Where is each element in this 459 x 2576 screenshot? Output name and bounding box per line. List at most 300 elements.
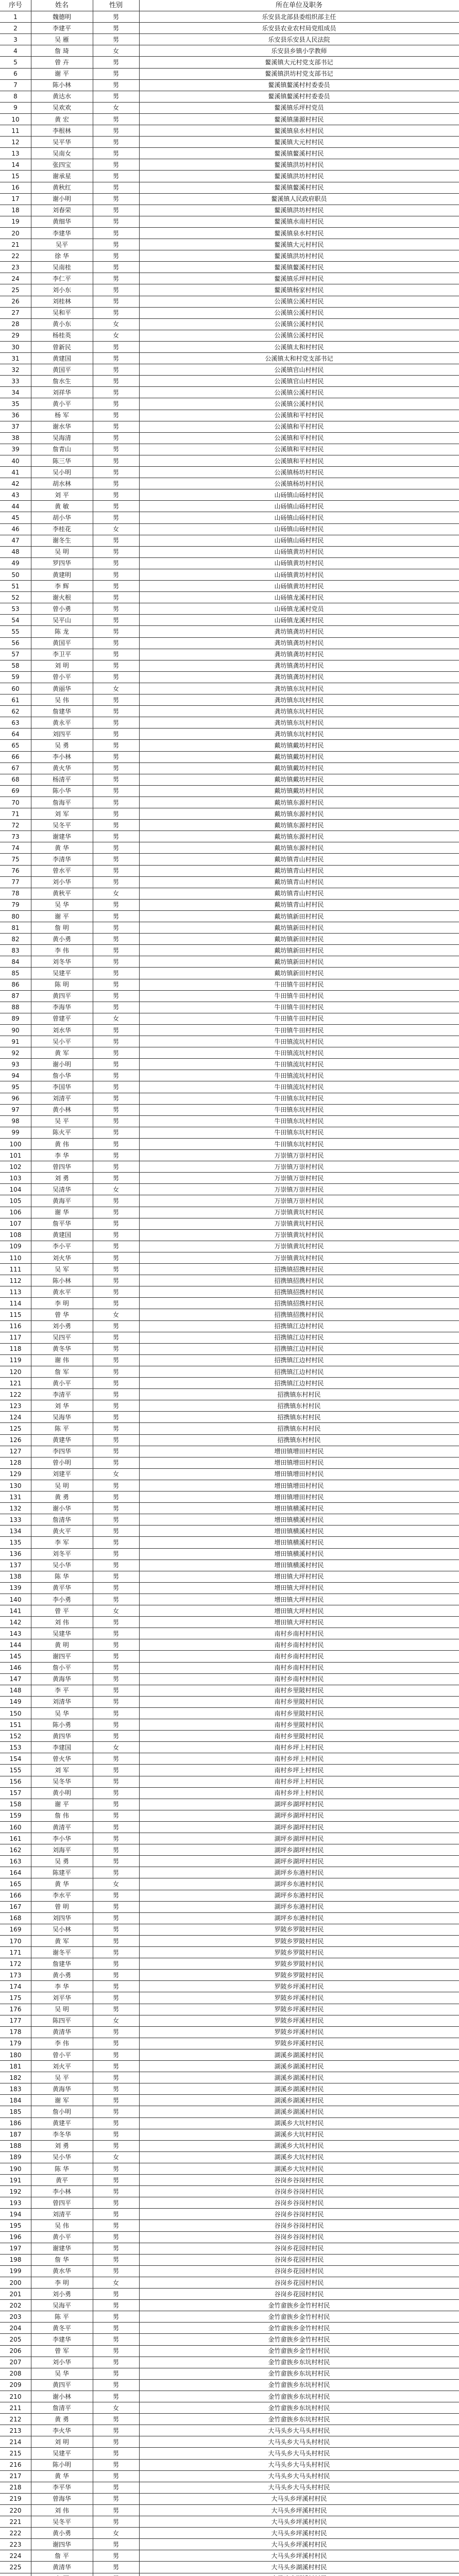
table-row [0, 1685, 459, 1697]
table-row [0, 2163, 459, 2175]
row-gender: 女 [112, 2017, 119, 2025]
row-gender: 男 [112, 719, 119, 726]
row-name: 李小林 [52, 753, 71, 761]
table-row [0, 2243, 459, 2255]
row-gender: 男 [112, 1288, 119, 1296]
row-name: 李小华 [52, 1835, 71, 1842]
row-index: 90 [11, 1026, 20, 1034]
row-unit-position: 金竹畲族乡东坑村村民 [268, 2415, 330, 2423]
row-gender: 男 [112, 1527, 119, 1535]
row-unit-position: 增田镇横溪村村民 [274, 1516, 324, 1523]
row-unit-position: 招携镇江边村村民 [274, 1323, 324, 1330]
row-gender: 男 [112, 1812, 119, 1820]
row-unit-position: 招携镇东村村民 [277, 1391, 321, 1398]
row-name: 陈 华 [55, 2165, 69, 2173]
row-gender: 男 [112, 1334, 119, 1342]
row-unit-position: 山砀镇山砀村村民 [274, 502, 324, 510]
row-name: 李 伟 [55, 946, 69, 954]
row-name: 詹小平 [52, 1664, 71, 1672]
row-index: 163 [9, 1857, 22, 1865]
row-name: 刘平华 [52, 1994, 71, 2002]
row-index: 2 [13, 24, 18, 32]
table-row [0, 421, 459, 433]
row-name: 李 军 [55, 1539, 69, 1547]
table-row [0, 2346, 459, 2357]
row-gender: 男 [112, 1345, 119, 1353]
row-name: 黄四平 [52, 992, 71, 1000]
row-name: 陈小华 [52, 787, 71, 795]
row-unit-position: 谷岗乡花园村村民 [274, 2256, 324, 2264]
row-unit-position: 金竹畲族乡金竹村村民 [268, 2301, 330, 2309]
table-row [0, 649, 459, 660]
table-row [0, 2562, 459, 2573]
row-name: 曾 军 [55, 2347, 69, 2355]
row-unit-position: 招携镇招携村村民 [274, 1311, 324, 1319]
row-index: 165 [9, 1880, 22, 1888]
row-name: 詹平华 [52, 1220, 71, 1228]
row-gender: 男 [112, 2120, 119, 2127]
row-name: 黄丽华 [52, 685, 71, 692]
row-name: 曾 卉 [55, 59, 69, 66]
row-index: 204 [9, 2324, 22, 2332]
row-unit-position: 湖溪乡大坑村村民 [274, 2142, 324, 2150]
table-row [0, 1105, 459, 1116]
row-index: 216 [9, 2461, 22, 2469]
row-unit-position: 山砀镇山砀村村民 [274, 537, 324, 545]
row-index: 145 [9, 1653, 22, 1660]
row-index: 197 [9, 2245, 22, 2252]
row-name: 陈火平 [52, 1129, 71, 1137]
table-row [0, 1082, 459, 1093]
row-name: 黄冬平 [52, 2324, 71, 2332]
row-unit-position: 鳌溪镇洪坊村村民 [274, 173, 324, 180]
table-row [0, 900, 459, 911]
row-index: 155 [9, 1767, 22, 1774]
row-index: 70 [11, 799, 20, 806]
row-name: 黄 宏 [55, 115, 69, 123]
row-name: 黄 勇 [55, 2415, 69, 2423]
table-row [0, 1879, 459, 1890]
row-unit-position: 公溪镇官山村村民 [274, 377, 324, 385]
row-name: 刘 勇 [55, 1174, 69, 1182]
row-unit-position: 牛田镇东坑村村民 [274, 1106, 324, 1114]
header-unit-position: 所在单位及职务 [275, 2, 322, 10]
row-unit-position: 山砀镇黄坊村村民 [274, 548, 324, 556]
row-unit-position: 龚坊镇龚坊村村民 [274, 651, 324, 658]
row-index: 23 [11, 263, 20, 271]
table-row [0, 1913, 459, 1924]
row-index: 79 [11, 901, 20, 909]
row-unit-position: 湖坪乡湖坪村村民 [274, 1857, 324, 1865]
table-row [0, 1286, 459, 1298]
row-name: 吴 华 [55, 1709, 69, 1717]
row-name: 曾四平 [52, 2199, 71, 2207]
row-gender: 男 [112, 639, 119, 647]
table-row [0, 2425, 459, 2436]
row-name: 杨桂英 [52, 332, 71, 340]
row-unit-position: 大马头乡坪溪村村民 [271, 2552, 327, 2560]
table-row [0, 1093, 459, 1105]
row-name: 吴清华 [52, 1185, 71, 1193]
row-index: 214 [9, 2438, 22, 2446]
row-index: 17 [11, 195, 20, 203]
row-unit-position: 谷岗乡花园村村民 [274, 2279, 324, 2286]
row-unit-position: 增田镇大坪村村民 [274, 1584, 324, 1592]
row-unit-position: 湖溪乡湖溪村村民 [274, 2051, 324, 2059]
row-unit-position: 南村乡南村村村民 [274, 1675, 324, 1683]
row-unit-position: 牛田镇东坑村村民 [274, 1117, 324, 1125]
row-name: 谢建华 [52, 2245, 71, 2252]
row-index: 140 [9, 1596, 22, 1603]
row-name: 谢 平 [55, 70, 69, 78]
row-unit-position: 鳌溪镇鳌溪村村民 [274, 184, 324, 192]
table-row [0, 2141, 459, 2152]
table-row [0, 1765, 459, 1776]
table-row [0, 1503, 459, 1514]
row-index: 212 [9, 2415, 22, 2423]
row-unit-position: 湖溪乡大坑村村民 [274, 2131, 324, 2139]
row-unit-position: 戴坊镇戴坊村村民 [274, 787, 324, 795]
table-row [0, 125, 459, 137]
table-row [0, 752, 459, 763]
row-name: 刘桂林 [52, 298, 71, 306]
table-row [0, 489, 459, 501]
row-unit-position: 戴坊镇青山村村民 [274, 890, 324, 897]
table-row [0, 1981, 459, 1992]
table-row [0, 159, 459, 171]
row-unit-position: 公溪镇和平村村民 [274, 457, 324, 465]
row-index: 75 [11, 856, 20, 863]
row-unit-position: 戴坊镇戴坊村村民 [274, 753, 324, 761]
row-name: 谢小林 [52, 2393, 71, 2400]
row-unit-position: 戴坊镇青山村村民 [274, 867, 324, 875]
row-index: 160 [9, 1823, 22, 1831]
table-row [0, 262, 459, 273]
row-unit-position: 湖溪乡大坑村村民 [274, 2154, 324, 2161]
table-row [0, 797, 459, 808]
row-gender: 男 [112, 1767, 119, 1774]
row-gender: 男 [112, 2518, 119, 2526]
row-gender: 男 [112, 1562, 119, 1569]
row-gender: 男 [112, 2074, 119, 2081]
row-index: 43 [11, 491, 20, 499]
row-unit-position: 增田镇增田村村民 [274, 1459, 324, 1467]
table-row [0, 148, 459, 159]
row-gender: 男 [112, 1299, 119, 1307]
table-row [0, 2505, 459, 2516]
table-row [0, 1013, 459, 1025]
table-row [0, 1639, 459, 1651]
row-index: 69 [11, 787, 20, 795]
row-name: 刘清平 [52, 1095, 71, 1103]
row-index: 105 [9, 1197, 22, 1205]
row-gender: 男 [112, 309, 119, 317]
row-gender: 男 [112, 127, 119, 134]
row-gender: 男 [112, 13, 119, 21]
table-row [0, 2460, 459, 2471]
row-name: 刘 勇 [55, 2142, 69, 2150]
row-index: 87 [11, 992, 20, 1000]
row-index: 195 [9, 2222, 22, 2230]
row-unit-position: 公溪镇公溪村村民 [274, 332, 324, 340]
table-row [0, 1059, 459, 1070]
row-unit-position: 增田镇增田村村民 [274, 1493, 324, 1501]
row-unit-position: 招携镇招携村村民 [274, 1265, 324, 1273]
row-name: 谢四平 [52, 1653, 71, 1660]
row-unit-position: 牛田镇流坑村村民 [274, 1072, 324, 1079]
row-index: 202 [9, 2301, 22, 2309]
table-row [0, 1526, 459, 1537]
table-row [0, 694, 459, 706]
row-index: 91 [11, 1038, 20, 1045]
row-gender: 男 [112, 2290, 119, 2298]
header-name: 姓名 [55, 2, 69, 10]
row-unit-position: 大马头乡坪溪村村民 [271, 2529, 327, 2537]
row-index: 76 [11, 867, 20, 875]
table-row [0, 2391, 459, 2402]
row-unit-position: 湖坪乡东港村村民 [274, 1892, 324, 1900]
row-index: 46 [11, 526, 20, 533]
row-index: 190 [9, 2165, 22, 2173]
row-gender: 男 [112, 1231, 119, 1239]
table-row [0, 1161, 459, 1173]
row-unit-position: 鳌溪镇鳌溪村村委委员 [268, 81, 330, 89]
table-row [0, 1446, 459, 1458]
row-gender: 男 [112, 1106, 119, 1114]
table-row [0, 1355, 459, 1366]
row-index: 53 [11, 605, 20, 613]
row-name: 谢小明 [52, 195, 71, 203]
row-index: 205 [9, 2336, 22, 2344]
row-name: 吴建平 [52, 970, 71, 977]
table-row [0, 478, 459, 489]
table-row [0, 2402, 459, 2414]
row-name: 詹 平 [55, 2552, 69, 2560]
row-index: 102 [9, 1163, 22, 1171]
row-index: 121 [9, 1379, 22, 1387]
row-gender: 男 [112, 149, 119, 157]
row-gender: 女 [112, 1607, 119, 1615]
row-unit-position: 湖溪乡湖溪村村民 [274, 2085, 324, 2093]
row-unit-position: 山砀镇龙溪村村民 [274, 616, 324, 624]
row-name: 刘水华 [52, 1026, 71, 1034]
row-gender: 男 [112, 2142, 119, 2150]
table-row [0, 2289, 459, 2300]
row-index: 115 [9, 1311, 22, 1319]
row-gender: 男 [112, 1926, 119, 1934]
row-name: 吴 伟 [55, 2222, 69, 2230]
row-index: 95 [11, 1083, 20, 1091]
table-row [0, 934, 459, 945]
row-index: 201 [9, 2290, 22, 2298]
table-row [0, 103, 459, 114]
row-unit-position: 鳌溪镇杨家村村民 [274, 286, 324, 294]
row-index: 9 [13, 104, 18, 112]
row-gender: 男 [112, 2165, 119, 2173]
row-name: 曾建平 [52, 1015, 71, 1023]
row-index: 176 [9, 2006, 22, 2013]
row-gender: 男 [112, 1709, 119, 1717]
table-row [0, 1036, 459, 1047]
row-gender: 男 [112, 2313, 119, 2320]
table-row [0, 2380, 459, 2391]
row-index: 139 [9, 1584, 22, 1592]
row-index: 52 [11, 594, 20, 601]
row-index: 162 [9, 1846, 22, 1854]
table-row [0, 1970, 459, 1981]
row-index: 29 [11, 332, 20, 340]
table-row [0, 2323, 459, 2334]
row-name: 黄平 [55, 2176, 68, 2184]
table-row [0, 1799, 459, 1810]
row-name: 刘小华 [52, 2359, 71, 2366]
row-name: 李四华 [52, 1448, 71, 1455]
row-index: 19 [11, 218, 20, 226]
row-unit-position: 湖坪乡东港村村民 [274, 1869, 324, 1876]
row-index: 112 [9, 1277, 22, 1284]
row-index: 36 [11, 412, 20, 419]
row-index: 25 [11, 286, 20, 294]
row-gender: 男 [112, 1857, 119, 1865]
row-index: 100 [9, 1140, 22, 1148]
table-row [0, 2118, 459, 2129]
row-name: 詹 琦 [55, 47, 69, 55]
table-row [0, 774, 459, 786]
row-name: 吴海平 [52, 2301, 71, 2309]
row-name: 张四宝 [52, 161, 71, 168]
row-name: 刘祥华 [52, 388, 71, 396]
table-row [0, 1844, 459, 1856]
row-index: 96 [11, 1095, 20, 1103]
row-unit-position: 湖溪乡湖溪村村民 [274, 2108, 324, 2116]
table-row [0, 285, 459, 296]
row-name: 詹水生 [52, 377, 71, 385]
row-unit-position: 戴坊镇戴坊村村民 [274, 776, 324, 784]
table-row [0, 2334, 459, 2346]
row-unit-position: 戴坊镇戴坊村村民 [274, 765, 324, 772]
row-index: 80 [11, 912, 20, 920]
table-row [0, 660, 459, 672]
row-unit-position: 龚坊镇东坑村村民 [274, 707, 324, 715]
row-unit-position: 山砀镇黄坊村村民 [274, 571, 324, 579]
row-gender: 男 [112, 1869, 119, 1876]
row-name: 刘冬华 [52, 958, 71, 965]
row-gender: 男 [112, 787, 119, 795]
row-name: 黄 军 [55, 1937, 69, 1945]
table-row [0, 1708, 459, 1719]
table-row [0, 1788, 459, 1799]
row-name: 刘小勇 [52, 1323, 71, 1330]
row-name: 李清华 [52, 856, 71, 863]
row-name: 黄小勇 [52, 935, 71, 943]
row-index: 61 [11, 696, 20, 704]
table-row [0, 308, 459, 319]
row-unit-position: 金竹畲族乡金竹村村民 [268, 2324, 330, 2332]
row-unit-position: 招携镇招携村村民 [274, 1299, 324, 1307]
table-row [0, 1241, 459, 1252]
row-unit-position: 招携镇江边村村民 [274, 1357, 324, 1364]
row-index: 185 [9, 2108, 22, 2116]
row-index: 35 [11, 400, 20, 408]
row-gender: 男 [112, 2233, 119, 2241]
row-gender: 男 [112, 2552, 119, 2560]
row-index: 6 [13, 70, 18, 78]
row-name: 李火华 [52, 2427, 71, 2434]
row-unit-position: 南村乡南村村村民 [274, 1641, 324, 1649]
row-gender: 男 [112, 1482, 119, 1489]
row-name: 罗四华 [52, 560, 71, 567]
row-index: 166 [9, 1892, 22, 1900]
row-index: 123 [9, 1402, 22, 1410]
row-unit-position: 万崇镇万崇村村民 [274, 1197, 324, 1205]
row-unit-position: 戴坊镇东源村村民 [274, 810, 324, 818]
row-name: 刘火华 [52, 1254, 71, 1262]
table-row [0, 45, 459, 57]
row-index: 138 [9, 1573, 22, 1581]
row-unit-position: 罗陂乡坪溪村村民 [274, 1994, 324, 2002]
table-row [0, 2448, 459, 2460]
row-unit-position: 鳌溪镇人民政府职员 [271, 195, 327, 203]
row-index: 174 [9, 1982, 22, 1990]
row-index: 132 [9, 1504, 22, 1512]
row-index: 215 [9, 2450, 22, 2458]
row-name: 李 华 [55, 1982, 69, 1990]
row-gender: 男 [112, 457, 119, 465]
row-name: 李国华 [52, 1083, 71, 1091]
row-unit-position: 鳌溪镇洪坊村党支部书记 [265, 70, 333, 78]
row-name: 詹 军 [55, 1368, 69, 1376]
row-unit-position: 龚坊镇东坑村村民 [274, 719, 324, 726]
row-gender: 男 [112, 1823, 119, 1831]
row-unit-position: 牛田镇东坑村村民 [274, 1129, 324, 1137]
row-index: 209 [9, 2381, 22, 2389]
row-gender: 男 [112, 1948, 119, 1956]
table-row [0, 2175, 459, 2186]
table-row [0, 1663, 459, 1674]
table-row [0, 2095, 459, 2106]
row-name: 李根林 [52, 127, 71, 134]
row-name: 黄火华 [52, 765, 71, 772]
row-gender: 男 [112, 1095, 119, 1103]
table-row [0, 1617, 459, 1628]
table-row [0, 467, 459, 478]
row-name: 黄细华 [52, 218, 71, 226]
row-gender: 男 [112, 1004, 119, 1011]
row-name: 杨 军 [55, 412, 69, 419]
row-name: 刘四平 [52, 730, 71, 738]
table-row [0, 831, 459, 842]
row-gender: 男 [112, 1129, 119, 1137]
row-gender: 男 [112, 696, 119, 704]
row-unit-position: 戴坊镇青山村村民 [274, 878, 324, 886]
row-name: 陈建平 [52, 1869, 71, 1876]
table-row [0, 11, 459, 23]
row-name: 詹 华 [55, 2256, 69, 2264]
row-unit-position: 戴坊镇新田村村民 [274, 935, 324, 943]
table-row [0, 376, 459, 387]
row-unit-position: 罗陂乡坪溪村村民 [274, 2040, 324, 2047]
row-unit-position: 增田镇大坪村村民 [274, 1573, 324, 1581]
row-gender: 女 [112, 320, 119, 328]
row-unit-position: 公溪镇公溪村村民 [274, 400, 324, 408]
row-index: 34 [11, 388, 20, 396]
row-unit-position: 金竹畲族乡东坑村村民 [268, 2393, 330, 2400]
table-row [0, 1400, 459, 1412]
row-index: 11 [11, 127, 20, 134]
row-unit-position: 牛田镇流坑村村民 [274, 1060, 324, 1068]
row-unit-position: 山砀镇龙溪村党员 [274, 605, 324, 613]
table-row [0, 1310, 459, 1321]
